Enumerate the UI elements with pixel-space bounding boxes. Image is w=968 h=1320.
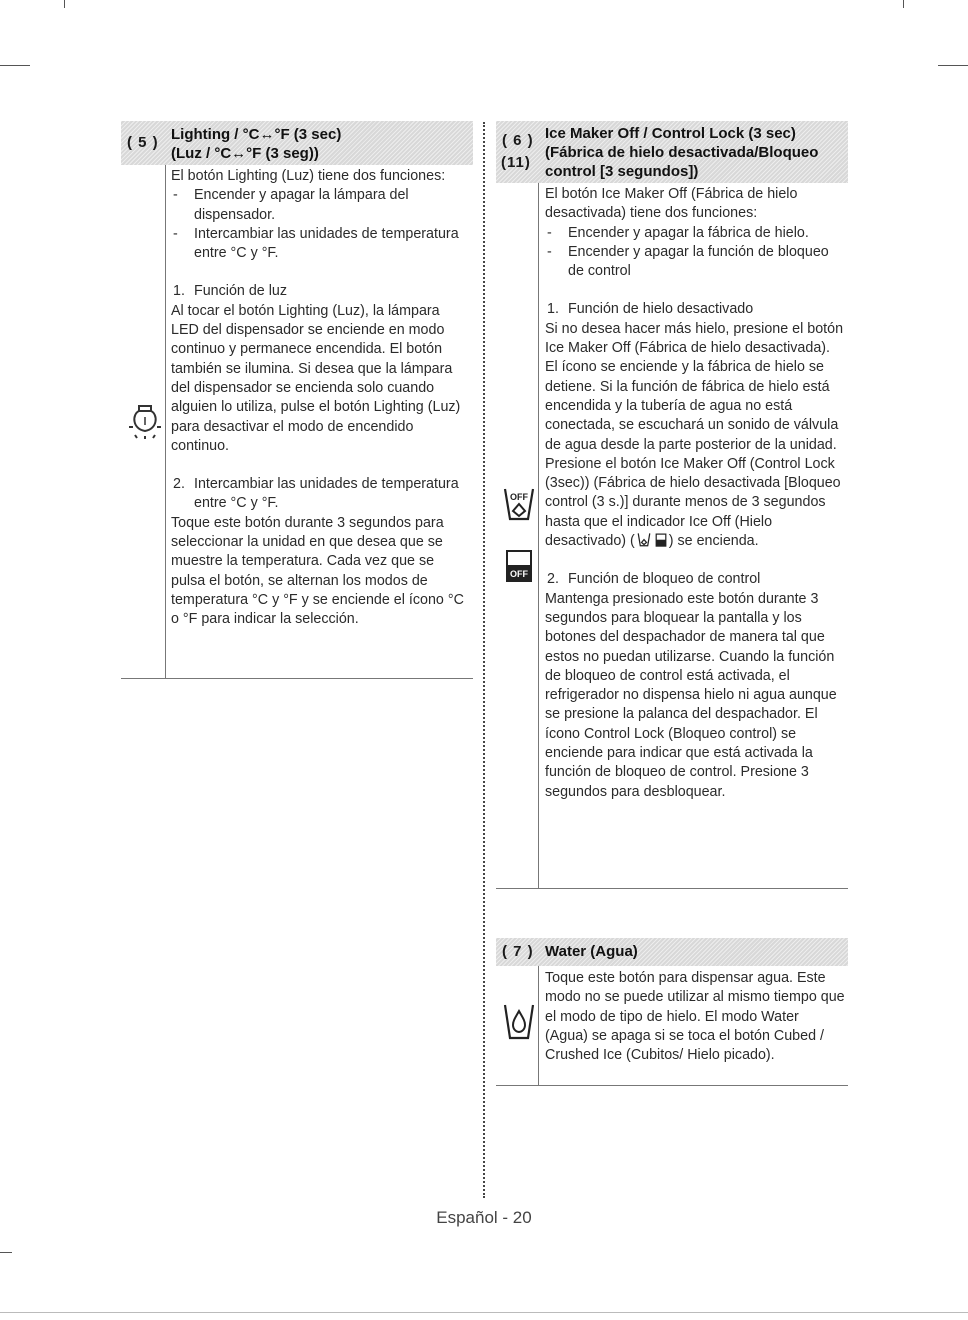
inline-ice-off-icon <box>637 532 651 548</box>
paragraph: Al tocar el botón Lighting (Luz), la lámpara LED del dispensador se enciende en modo continuo y permanece encendida. El botón también se ilumina. Si desea que la lámpara del dispensador se encienda solo cuando alguien lo utiliza, pulse el botón Lighting (Luz) para desactivar el modo de encendido continuo. <box>171 302 461 454</box>
section-title: Water (Agua) <box>545 943 638 960</box>
section-number: ( 5 ) <box>127 134 159 151</box>
crop-mark <box>64 0 65 8</box>
crop-mark <box>0 1252 12 1253</box>
item-title: Función de luz <box>194 283 287 300</box>
numbered-heading <box>171 475 471 514</box>
item-number: 1. <box>547 301 559 318</box>
inline-lock-off-icon <box>655 533 667 548</box>
column-divider <box>483 122 485 1198</box>
section-header <box>496 938 848 966</box>
paragraph-text: Si no desea hacer más hielo, presione el botón Ice Maker Off (Fábrica de hielo desactivada). El ícono se enciende y la fábrica de hielo se detiene. Si la función de fábrica de hielo está encendida y la tubería de agua no está conectada, se escuchará un sonido de válvula de agua desde la parte posterior de la unidad. Presione el botón Ice Maker Off (Control Lock (3sec)) (Fábrica de hielo desactivada [Bloqueo control (3 s.)] durante menos de 3 segundos hasta que el indicador Ice Off (Hielo desactivado) ( <box>545 320 844 550</box>
numbered-heading <box>171 282 471 301</box>
paragraph: Toque este botón para dispensar agua. Este modo no se puede utilizar al mismo tiempo que el modo de tipo de hielo. El modo Water (Agua) se apaga si se toca el botón Cubed / Crushed Ice (Cubitos/ Hielo picado). <box>545 970 845 1064</box>
section-title-line2: (Fábrica de hielo desactivada/Bloqueo <box>545 144 819 161</box>
section-number-alt: (11) <box>501 154 531 171</box>
section-header <box>121 121 473 165</box>
paragraph: Mantenga presionado este botón durante 3 segundos para bloquear la pantalla y los botones del despachador de manera tal que estos no puedan utilizarse. Cuando la función de bloqueo de control está activada, el refrigerador no dispensa hielo ni agua aunque se presione la palanca del despachador. El ícono Control Lock (Bloqueo control) se enciende para indicar que está activada la función de bloqueo de control. Presione 3 segundos para desbloquear. <box>545 590 837 800</box>
crop-mark <box>0 1312 968 1313</box>
water-cup-icon <box>502 1002 536 1042</box>
numbered-heading <box>545 570 845 589</box>
item-number: 2. <box>173 476 185 493</box>
section-title-line1: Ice Maker Off / Control Lock (3 sec) <box>545 125 796 142</box>
item-title: Intercambiar las unidades de temperatura entre °C y °F. <box>194 476 459 512</box>
item-title: Función de hielo desactivado <box>568 301 754 318</box>
section-ice-maker-off <box>496 121 848 891</box>
section-water <box>496 938 848 1088</box>
crop-mark <box>938 65 968 66</box>
item-number: 1. <box>173 283 185 300</box>
off-label: OFF <box>510 569 528 579</box>
paragraph: Toque este botón durante 3 segundos para seleccionar la unidad en que desea que se muestre la temperatura. Cada vez que se pulsa el botón, se alternan los modos de temperatura °C y °F y se enciende el ícono °C o °F para indicar la selección. <box>171 514 464 628</box>
section-body <box>171 167 471 630</box>
crop-mark <box>903 0 904 8</box>
item-number: 2. <box>547 571 559 588</box>
section-title-line3: control [3 segundos]) <box>545 163 699 180</box>
section-title-line1: Lighting / °C↔°F (3 sec) <box>171 126 342 143</box>
bullet-item: - Encender y apagar la lámpara del dispensador. <box>171 186 471 225</box>
section-title-line2: (Luz / °C↔°F (3 seg)) <box>171 145 319 162</box>
off-label: OFF <box>510 492 528 502</box>
section-body <box>545 185 845 802</box>
section-number: ( 7 ) <box>502 943 534 960</box>
icon-column <box>496 183 539 889</box>
bullet-item: - Encender y apagar la fábrica de hielo. <box>545 224 845 243</box>
intro-text: El botón Lighting (Luz) tiene dos funciones: <box>171 168 446 184</box>
lock-off-icon <box>504 549 534 585</box>
intro-text: El botón Ice Maker Off (Fábrica de hielo desactivada) tiene dos funciones: <box>545 186 798 222</box>
ice-off-icon <box>502 486 536 524</box>
section-body <box>545 969 845 1065</box>
bulb-icon <box>127 399 163 443</box>
section-rule <box>496 1085 848 1086</box>
item-title: Función de bloqueo de control <box>568 571 761 588</box>
numbered-heading <box>545 300 845 319</box>
paragraph-text-end: ) se encienda. <box>668 533 759 550</box>
section-rule <box>121 678 473 679</box>
bullet-item: - Encender y apagar la función de bloqueo de control <box>545 243 845 282</box>
crop-mark <box>0 65 30 66</box>
paragraph <box>545 320 845 552</box>
section-header <box>496 121 848 183</box>
section-number: ( 6 ) <box>502 132 534 149</box>
section-rule <box>496 888 848 889</box>
bullet-item: - Intercambiar las unidades de temperatura entre °C y °F. <box>171 225 471 264</box>
section-lighting <box>121 121 473 681</box>
page-footer: Español - 20 <box>436 1208 532 1227</box>
